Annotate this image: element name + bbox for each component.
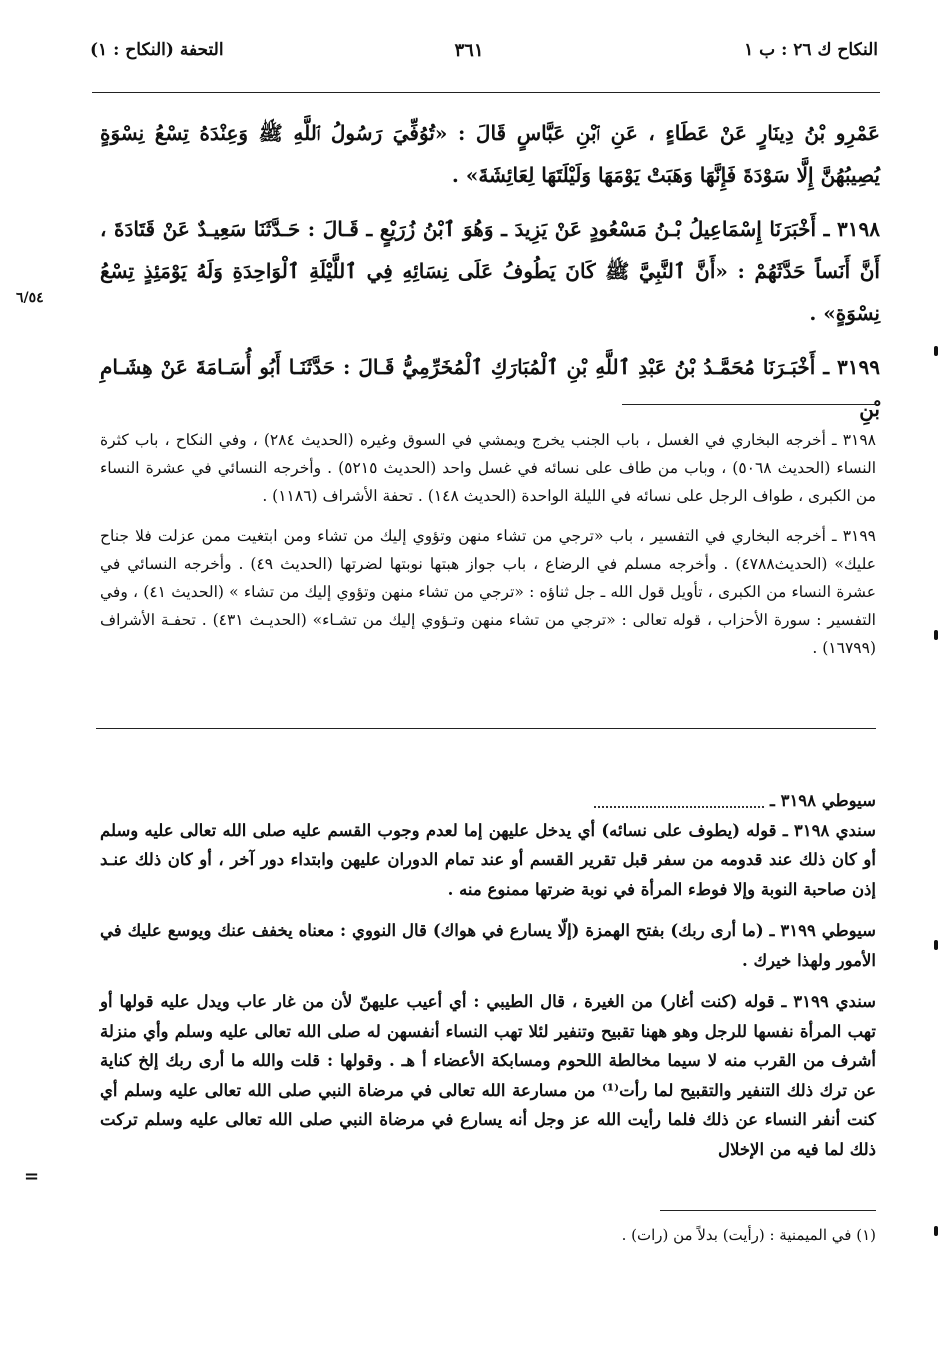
margin-mark <box>934 1226 938 1236</box>
takhrij-3198: ٣١٩٨ ـ أخرجه البخاري في الغسل ، باب الجنب يخرج ويمشي في السوق وغيره (الحديث ٢٨٤) ، وفي النكاح ، باب كثرة النساء (الحديث ٥٠٦٨) ، وباب من طاف على نسائه في غسل واحد (الحديث ٥٢١٥) . وأخرجه النسائي في عشرة النساء من الكبرى ، طواف الرجل على نسائه في الليلة الواحدة (الحديث ١٤٨) . تحفة الأشراف (١١٨٦) . <box>100 431 876 505</box>
footnote-separator <box>660 1210 876 1211</box>
margin-mark <box>934 630 938 640</box>
takhrij-separator <box>622 404 876 405</box>
header-book-ref: التحفة (النكاح : ١) <box>90 40 224 60</box>
header-chapter-ref: النكاح ك ٢٦ : ب ١ <box>744 40 878 60</box>
commentary-suyuti-3199: سيوطي ٣١٩٩ ـ (ما أرى ربك) بفتح الهمزة (إلّا يسارع في هواك) قال النووي : معناه يخفف عنك ويوسع عليك في الأمور ولهذا خيرك . <box>100 921 876 970</box>
commentary <box>100 786 876 1164</box>
margin-mark <box>934 346 938 356</box>
hadith-paragraph-3198: ٣١٩٨ ـ أَخْبَرَنَا إِسْمَاعِيلُ بْـنُ مَسْعُودٍ عَنْ يَزِيدَ ـ وَهُوَ ٱبْنُ زُرَيْعٍ ـ قَـالَ : حَـدَّثَنَا سَعِيـدٌ عَنْ قَتَادَةَ ، أَنَّ أَنَساً حَدَّثَهُمْ : «أَنَّ ٱلنَّبِيَّ ﷺ كَانَ يَطُوفُ عَلَى نِسَائِهِ فِي ٱللَّيْلَةِ ٱلْوَاحِدَةِ وَلَهُ يَوْمَئِذٍ تِسْعُ نِسْوَةٍ» . <box>100 217 880 325</box>
footnote: (١) في الميمنية : (رأيت) بدلاً من (رات) . <box>621 1226 876 1244</box>
commentary-heading <box>100 786 876 816</box>
header-rule <box>92 92 880 93</box>
commentary-sindi-3199: سندي ٣١٩٩ ـ قوله (كنت أغار) من الغيرة ، قال الطيبي : أي أعيب عليهنّ لأن من غار عاب ويدل عليه قولها أو تهب المرأة نفسها للرجل وهو ههنا تقبيح وتنفير لئلا تهب النساء أنفسهن له صلى الله تعالى عليه وسلم وأي منزلة أشرف من القرب منه لا سيما مخالطة اللحوم ومسابكة الأعضاء أ هـ . وقولها : قلت والله ما أرى ربك إلخ كناية عن ترك ذلك التنفير والتقبيح لما رأت⁽¹⁾ من مسارعة الله تعالى في مرضاة النبي صلى الله تعالى عليه وسلم أي كنت أنفر النساء عن ذلك فلما رأيت الله عز وجل أنه يسارع في مرضاة النبي صلى الله تعالى عليه وسلم تركت ذلك لما فيه من الإخلال <box>100 992 876 1159</box>
page-number: ٣٦١ <box>454 40 484 61</box>
section-rule <box>96 728 876 729</box>
margin-reference: ٦/٥٤ <box>16 290 44 306</box>
continuation-mark: = <box>24 1166 40 1187</box>
hadith-text <box>100 112 880 430</box>
hadith-paragraph-1: عَمْرِو بْنُ دِينَارٍ عَنْ عَطَاءٍ ، عَنِ ٱبْنِ عَبَّاسٍ قَالَ : «تُوُفِّيَ رَسُولُ ٱللَّهِ ﷺ وَعِنْدَهُ تِسْعُ نِسْوَةٍ يُصِيبُهُنَّ إِلَّا سَوْدَةَ فَإِنَّهَا وَهَبَتْ يَوْمَهَا وَلَيْلَتَهَا لِعَائِشَةَ» . <box>100 121 880 187</box>
commentary-sindi-3198: سندي ٣١٩٨ ـ قوله (يطوف على نسائه) أي يدخل عليهن إما لعدم وجوب القسم عليه صلى الله تعالى عليه وسلم أو كان ذلك عند قدومه من سفر قبل تقرير القسم أو عند تمام الدوران عليهن وابتداء دور آخر ، أو كان ذلك عنـد إذن صاحبة النوبة وإلا فوطء المرأة في نوبة ضرتها ممنوع منه . <box>100 820 876 899</box>
dotted-leader <box>594 796 764 808</box>
takhrij-notes <box>100 426 876 662</box>
margin-mark <box>934 940 938 950</box>
commentary-heading-text: سيوطي ٣١٩٨ ـ <box>769 791 876 810</box>
hadith-paragraph-3199: ٣١٩٩ ـ أَخْبَـرَنَا مُحَمَّـدُ بْنُ عَبْدِ ٱللَّهِ بْنِ ٱلْمُبَارَكِ ٱلْمُخَرِّمِيُّ قَـالَ : حَدَّثَنَـا أَبُو أُسَـامَةَ عَنْ هِشَـامِ بْنِ <box>100 355 880 421</box>
takhrij-3199: ٣١٩٩ ـ أخرجه البخاري في التفسير ، باب «ترجي من تشاء منهن وتؤوي إليك من تشاء ومن ابتغيت ممن عزلت فلا جناح عليك» (الحديث٤٧٨٨) . وأخرجه مسلم في الرضاع ، باب جواز هبتها نوبتها لضرتها (الحديث ٤٩) . وأخرجه النسائي في عشرة النساء من الكبرى ، تأويل قول الله ـ جل ثناؤه : «ترجي من تشاء منهن وتؤوي إليك من تشاء » (الحديث ٤١) ، وفي التفسير : سورة الأحزاب ، قوله تعالى : «ترجي من تشاء منهن وتـؤوي إليك من تشـاء» (الحديـث ٤٣١) . تحفـة الأشراف (١٦٧٩٩) . <box>100 527 877 657</box>
